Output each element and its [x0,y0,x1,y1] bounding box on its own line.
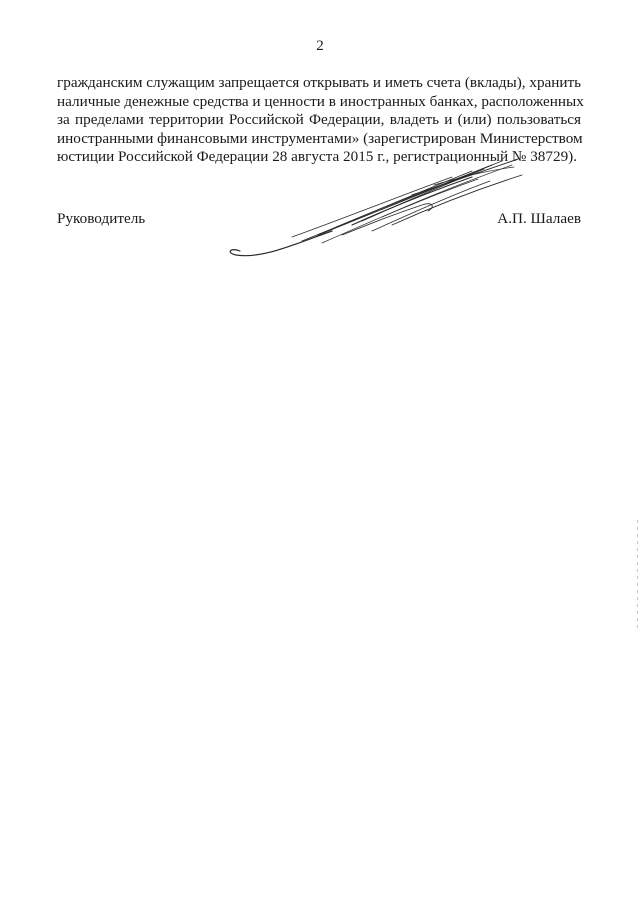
signature-block [57,210,581,240]
body-line: гражданским служащим запрещается открывать и иметь счета (вклады), хранить [57,74,582,91]
scan-artifact-line [637,520,638,630]
body-paragraph [57,74,584,167]
signatory-name: А.П. Шалаев [497,210,581,227]
body-line: за пределами территории Российской Федерации, владеть и (или) пользоваться [57,111,581,128]
signatory-position: Руководитель [57,210,146,227]
body-line: иностранными финансовыми инструментами» (зарегистрирован Министерством [57,129,583,147]
page-number: 2 [316,38,324,54]
body-line: юстиции Российской Федерации 28 августа 2015 г., регистрационный № 38729). [57,148,578,165]
body-line: наличные денежные средства и ценности в иностранных банках, расположенных [57,92,584,110]
